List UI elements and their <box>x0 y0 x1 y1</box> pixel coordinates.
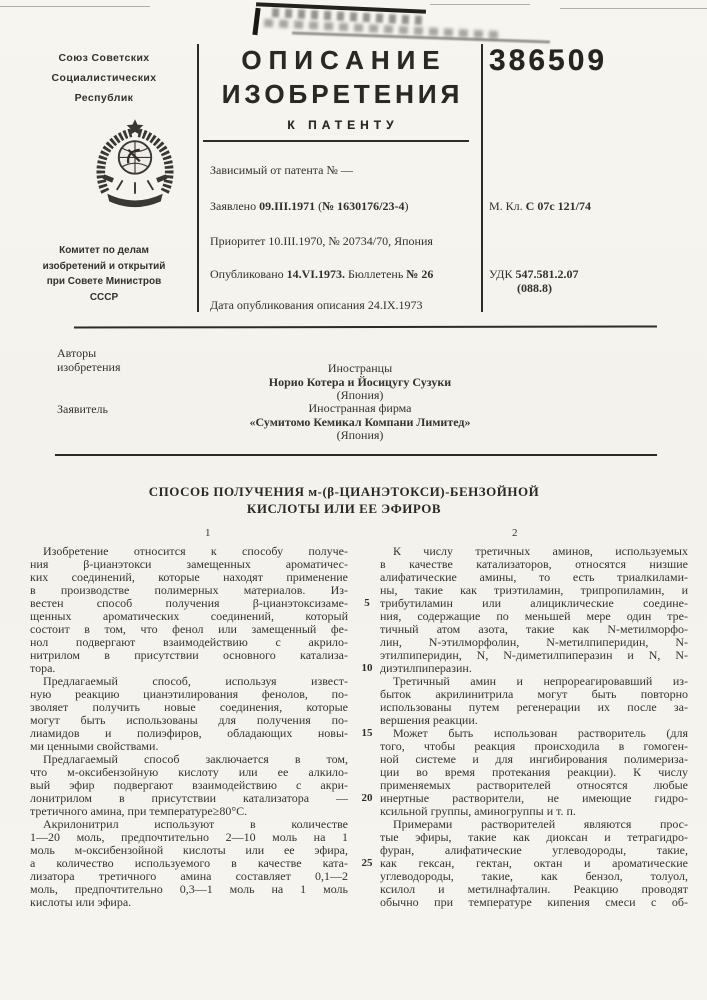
horizontal-rule <box>55 454 657 456</box>
applicant-type: Иностранная фирма <box>308 401 412 415</box>
text-line: ния β-цианэтокси замещенных ароматичес- <box>30 557 348 571</box>
text-line: тичный атом азота, такие как N-метилморфо- <box>380 622 688 636</box>
text-line: ния, содержащие по меньшей мере один тре- <box>380 609 688 623</box>
invention-title-line: СПОСОБ ПОЛУЧЕНИЯ м-(β-ЦИАНЭТОКСИ)-БЕНЗОЙНОЙ <box>148 484 540 499</box>
subtitle-rule <box>203 140 469 142</box>
text-line: использованы путем регенерации их после за- <box>380 700 688 714</box>
text-segment: № 26 <box>406 267 434 281</box>
text-segment: 14.VI.1973. <box>286 267 345 281</box>
text-line: моль, предпочтительно 0,3—1 моль на 1 моль <box>30 882 348 896</box>
column-marker-1: 1 <box>205 527 211 539</box>
text-line: а количество используемого в качестве ката- <box>30 856 348 870</box>
applicant-company: «Сумитомо Кемикал Компани Лимитед» <box>249 414 471 429</box>
body-column-right <box>380 545 688 909</box>
line-number: 25 <box>361 857 373 869</box>
text-line: ной системе и для ингибирования полимериза- <box>380 752 688 766</box>
line-number: 20 <box>361 792 373 804</box>
text-line: 1—20 моль, предпочтительно 2—10 моль на 1 <box>30 830 348 844</box>
priority-row <box>210 234 478 248</box>
text-line: трибутиламин или алициклические соедине- <box>380 596 688 610</box>
stamp-border-left <box>252 8 260 35</box>
authors-names: Норио Котера и Йосицугу Сузуки <box>268 374 452 389</box>
udc-row <box>489 267 578 282</box>
text-line: этилпиперидин, N, N-диметилпиперазин и N, N- <box>380 648 688 662</box>
doc-type-title: ОПИСАНИЕ <box>241 45 447 75</box>
doc-type-subtitle: К ПАТЕНТУ <box>287 118 399 132</box>
text-line: лизатора третичного амина составляет 0,1—2 <box>30 869 348 883</box>
text-segment: ( <box>315 199 323 213</box>
publisher-line: Социалистических <box>51 72 157 84</box>
text-line: вый эфир подвергают взаимодействию с акри- <box>30 778 348 792</box>
text-line: применяемых растворителей относятся любые <box>380 778 688 792</box>
text-line: нол подвергают взаимодействию с акрило- <box>30 635 348 649</box>
text-line: кислоты или эфира. <box>30 895 132 909</box>
text-segment: № 1630176/23-4 <box>322 199 405 213</box>
line-number-gutter <box>354 545 380 925</box>
text-line: фуран, алифатические углеводороды, такие, <box>380 843 688 857</box>
dependent-patent-row <box>210 163 478 177</box>
text-segment: Заявлено <box>210 199 260 213</box>
text-line: что м-оксибензойную кислоту или ее алкило- <box>30 765 348 779</box>
text-segment: Дата опубликования описания 24.IX.1973 <box>210 298 423 312</box>
line-number: 15 <box>361 727 373 739</box>
text-segment: М. Кл. <box>489 199 526 213</box>
authors-country: (Япония) <box>336 388 384 402</box>
text-line: быток акрилинитрила могут быть повторно <box>380 687 688 701</box>
text-line: как гексан, гектан, октан и ароматические <box>380 856 688 870</box>
text-segment: Приоритет 10.III.1970, № 20734/70, Япония <box>210 234 433 248</box>
text-segment: ) <box>404 199 409 213</box>
text-line: состоит в том, что фенол или замещенный фе- <box>30 622 348 636</box>
text-line: Третичный амин и непрореагировавший из- <box>393 674 688 688</box>
text-line: Изобретение относится к способу получе- <box>43 544 348 558</box>
text-line: щенных ароматических соединений, который <box>30 609 348 623</box>
applicant-value <box>90 402 630 443</box>
committee-line: при Совете Министров <box>46 276 162 287</box>
text-line: в качестве катализаторов, относятся низшие <box>380 557 688 571</box>
text-line: инертные растворители, не имеющие гидро- <box>380 791 688 805</box>
scan-artifact-line <box>0 6 150 7</box>
text-line: диэтилпиперазин. <box>380 661 472 675</box>
authors-value <box>90 362 630 403</box>
committee-line: изобретений и открытий <box>42 260 166 272</box>
doc-type-title: ИЗОБРЕТЕНИЯ <box>221 79 464 109</box>
text-line: в производстве полимерных материалов. Из- <box>30 583 348 597</box>
text-line: ми ценными свойствами. <box>30 739 159 753</box>
scan-artifact-line <box>560 8 707 9</box>
patent-number: 386509 <box>489 44 608 77</box>
text-segment: Зависимый от патента № — <box>210 163 353 177</box>
publication-row <box>210 267 478 281</box>
library-stamp <box>248 2 568 50</box>
line-number: 5 <box>364 597 370 609</box>
text-line: лин, N-этилморфолин, N-метилпиперидин, N- <box>380 635 688 649</box>
text-line: вестен способ получения β-цианэтоксизаме- <box>30 596 348 610</box>
text-line: ксильной группы, аминогруппы и т. п. <box>380 804 576 818</box>
text-segment: Опубликовано <box>210 267 287 281</box>
committee-line: Комитет по делам <box>59 245 149 256</box>
text-line: К числу третичных аминов, используемых <box>393 544 688 558</box>
text-line: ких соединений, которые находят применение <box>30 570 348 584</box>
line-number: 10 <box>361 662 373 674</box>
body-column-left <box>30 545 348 909</box>
applicant-label: Заявитель <box>57 402 108 416</box>
committee-name <box>18 243 190 305</box>
authors-label-line: изобретения <box>57 360 121 374</box>
text-line: обычно при температуре кипения смеси с об- <box>380 895 688 909</box>
invention-title <box>30 483 658 517</box>
publisher-line: Союз Советских <box>58 52 150 64</box>
text-line: ную реакцию цианэтилирования фенолов, по- <box>30 687 348 701</box>
text-segment: Бюллетень <box>344 267 407 281</box>
text-line: могут быть использованы для получения по- <box>30 713 348 727</box>
applicant-country: (Япония) <box>336 428 384 442</box>
text-line: зволяет получить новые соединения, которые <box>30 700 348 714</box>
text-line: лонитрилом в присутствии катализатора — <box>30 791 348 805</box>
text-line: алифатические амины, то есть триалкилами- <box>380 570 688 584</box>
text-line: Может быть использован растворитель (для <box>393 726 688 740</box>
text-line: Предлагаемый способ заключается в том, <box>43 752 348 766</box>
text-line: Предлагаемый способ, используя извест- <box>43 674 348 688</box>
authors-nationality: Иностранцы <box>327 361 393 375</box>
committee-line: СССР <box>89 291 119 303</box>
text-line: лиамидов и полиэфиров, обладающих новы- <box>30 726 348 740</box>
text-line: вершения реакции. <box>380 713 478 727</box>
column-marker-2: 2 <box>512 527 518 539</box>
ussr-emblem-icon <box>92 116 178 223</box>
text-line: нитрилом в присутствии основного катализа- <box>30 648 348 662</box>
invention-title-line: КИСЛОТЫ ИЛИ ЕЕ ЭФИРОВ <box>246 501 442 516</box>
text-line: ции во время протекания реакции). К числу <box>380 765 688 779</box>
udc-row-2: (088.8) <box>517 281 552 295</box>
text-segment: УДК <box>489 267 516 281</box>
text-line: тые эфиры, такие как диоксан и тетрагидро- <box>380 830 688 844</box>
authors-label-line: Авторы <box>57 346 97 360</box>
text-segment: С 07с 121/74 <box>525 199 591 213</box>
horizontal-rule <box>74 325 657 328</box>
publisher-line: Республик <box>74 92 134 104</box>
text-line: Примерами растворителей являются прос- <box>393 817 688 831</box>
publisher-name <box>18 48 190 108</box>
text-segment: 547.581.2.07 <box>515 267 579 281</box>
classification-row <box>489 199 591 214</box>
text-line: углеводороды, такие, как бензол, толуол, <box>380 869 688 883</box>
text-line: того, чтобы реакция происходила в гомоген- <box>380 739 688 753</box>
text-line: моль м-оксибензойной кислоты или ее эфира, <box>30 843 348 857</box>
text-line: ксилол и метилнафталин. Реакцию проводят <box>380 882 688 896</box>
text-line: третичного амина, при температуре≥80°С. <box>30 804 248 818</box>
filing-date-row <box>210 199 478 213</box>
text-line: тора. <box>30 661 56 675</box>
text-line: ны, такие как триэтиламин, трипропиламин, и <box>380 583 688 597</box>
text-line: Акрилонитрил используют в количестве <box>43 817 348 831</box>
text-segment: 09.III.1971 <box>259 199 316 213</box>
description-date-row <box>210 298 478 312</box>
